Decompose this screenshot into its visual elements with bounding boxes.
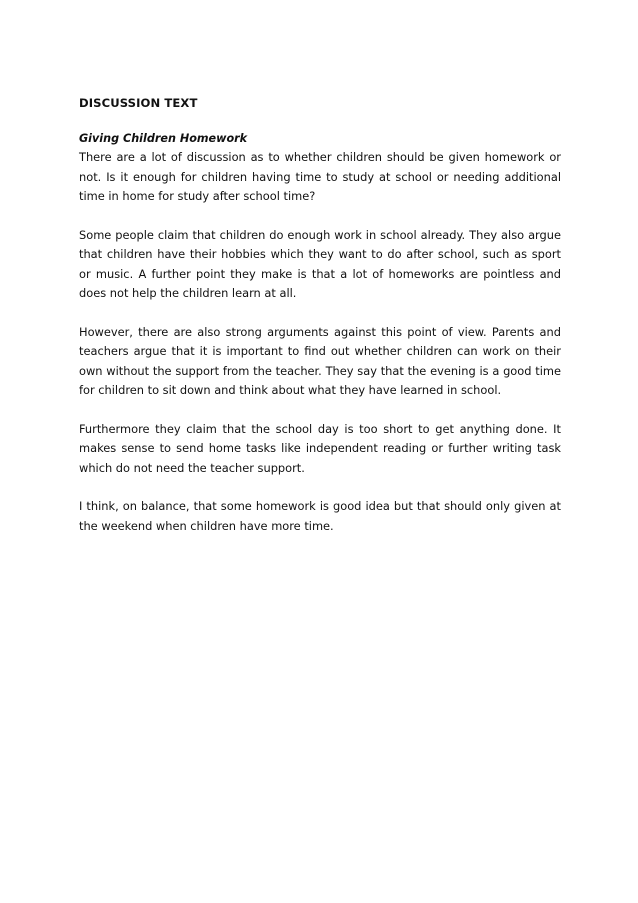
paragraph-intro: There are a lot of discussion as to whether children should be given homework or not. Is it enough for children having time to study at school or needing additional time in home for study after school time? — [79, 150, 561, 203]
paragraph-further-point: Furthermore they claim that the school day is too short to get anything done. It makes sense to send home tasks like independent reading or further writing task which do not need the teacher support. — [79, 421, 561, 475]
paragraph-conclusion: I think, on balance, that some homework is good idea but that should only given at the weekend when children have more time. — [79, 499, 561, 533]
document-subtitle: Giving Children Homework — [79, 131, 248, 145]
paragraph-arguments-for: Some people claim that children do enough work in school already. They also argue that children have their hobbies which they want to do after school, such as sport or music. A further point they make is that a lot of homeworks are pointless and does not help the children learn at all. — [79, 227, 561, 300]
document-body — [79, 94, 561, 555]
paragraph-arguments-against: However, there are also strong arguments against this point of view. Parents and teachers argue that it is important to find out whether children can work on their own without the support from the teacher. They say that the evening is a good time for children to sit down and think about what they have learned in school. — [79, 324, 561, 397]
document-title: DISCUSSION TEXT — [79, 96, 198, 110]
